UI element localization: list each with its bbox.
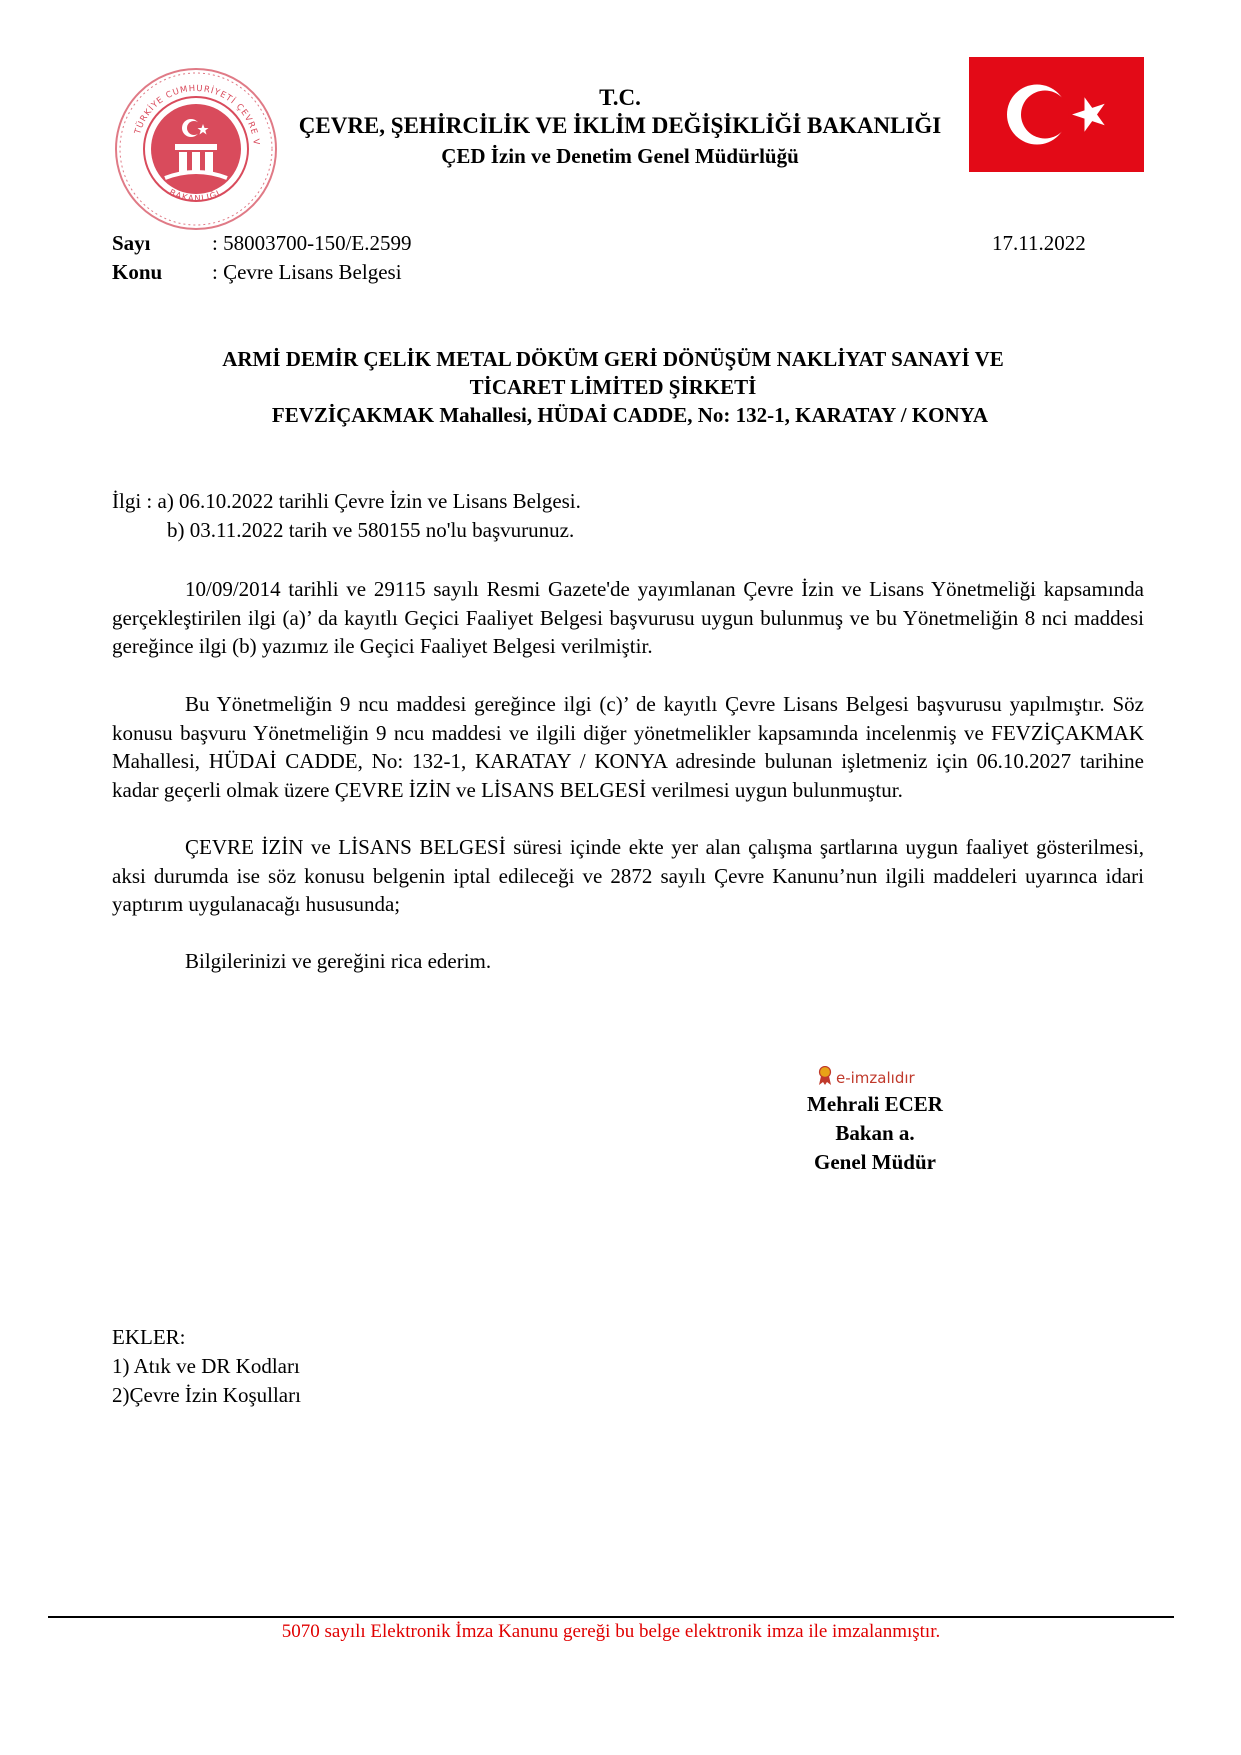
body-paragraph-2: Bu Yönetmeliğin 9 ncu maddesi gereğince ilgi (c)’ de kayıtlı Çevre Lisans Belgesi başvurusu yapılmıştır. Söz konusu başvuru Yönetmeliğin 9 ncu maddesi ve ilgili diğer yönetmelikler kapsamında incelenmiş ve FEVZİÇAKMAK Mahallesi, HÜDAİ CADDE, No: 132-1, KARATAY / KONYA adresinde bulunan işletmeniz için 06.10.2027 tarihine kadar geçerli olmak üzere ÇEVRE İZİN ve LİSANS BELGESİ verilmesi uygun bulunmuştur. [112,692,1144,802]
e-signature-badge [818,1066,948,1092]
signer-title-2: Genel Müdür [814,1150,936,1174]
document-date: 17.11.2022 [992,231,1086,255]
ministry-seal-icon [113,66,279,232]
konu-label: Konu [112,260,163,284]
ilgi-a: İlgi : a) 06.10.2022 tarihli Çevre İzin ve Lisans Belgesi. [112,489,581,513]
body-paragraph-1: 10/09/2014 tarihli ve 29115 sayılı Resmi Gazete'de yayımlanan Çevre İzin ve Lisans Yönetmeliği kapsamında gerçekleştirilen ilgi (a)’ da kayıtlı Geçici Faaliyet Belgesi başvurusu uygun bulunmuş ve bu Yönetmeliğin 8 nci maddesi gereğince ilgi (b) yazımız ile Geçici Faaliyet Belgesi verilmiştir. [112,577,1144,659]
ministry-name: ÇEVRE, ŞEHİRCİLİK VE İKLİM DEĞİŞİKLİĞİ BAKANLIĞI [298,113,942,138]
addressee-line-2: TİCARET LİMİTED ŞİRKETİ [469,375,757,399]
footer-notice: 5070 sayılı Elektronik İmza Kanunu gereği bu belge elektronik imza ile imzalanmıştır. [281,1621,941,1642]
svg-text:TÜRKİYE CUMHURİYETİ ÇEVRE VE Ş: TÜRKİYE CUMHURİYETİ ÇEVRE V [133,83,261,147]
body-paragraph-3: ÇEVRE İZİN ve LİSANS BELGESİ süresi içinde ekte yer alan çalışma şartlarına uygun faaliyet gösterilmesi, aksi durumda ise söz konusu belgenin iptal edileceği ve 2872 sayılı Çevre Kanunu’nun ilgili maddeleri uyarınca idari yaptırım uygulanacağı hususunda; [112,835,1144,917]
signer-name: Mehrali ECER [807,1092,943,1116]
footer-rule [48,1616,1174,1618]
ilgi-b: b) 03.11.2022 tarih ve 580155 no'lu başvurunuz. [167,518,575,542]
header-line-1: T.C. [599,85,641,110]
signer-title-1: Bakan a. [835,1121,915,1145]
turkish-flag-icon [969,57,1144,172]
e-signature-text: e-imzalıdır [836,1069,915,1087]
body-paragraph-4: Bilgilerinizi ve gereğini rica ederim. [185,949,492,973]
addressee-line-1: ARMİ DEMİR ÇELİK METAL DÖKÜM GERİ DÖNÜŞÜM NAKLİYAT SANAYİ VE [222,347,1004,371]
sayi-label: Sayı [112,231,151,255]
department-name: ÇED İzin ve Denetim Genel Müdürlüğü [441,144,799,168]
konu-value: : Çevre Lisans Belgesi [212,260,402,284]
ekler-item-2: 2)Çevre İzin Koşulları [112,1383,301,1407]
ekler-item-1: 1) Atık ve DR Kodları [112,1354,300,1378]
ekler-heading: EKLER: [112,1325,186,1349]
svg-text:BAKANLIĞI: BAKANLIĞI [167,187,223,205]
sayi-value: : 58003700-150/E.2599 [212,231,412,255]
addressee-address: FEVZİÇAKMAK Mahallesi, HÜDAİ CADDE, No: 132-1, KARATAY / KONYA [271,403,989,427]
rosette-icon [818,1066,832,1090]
